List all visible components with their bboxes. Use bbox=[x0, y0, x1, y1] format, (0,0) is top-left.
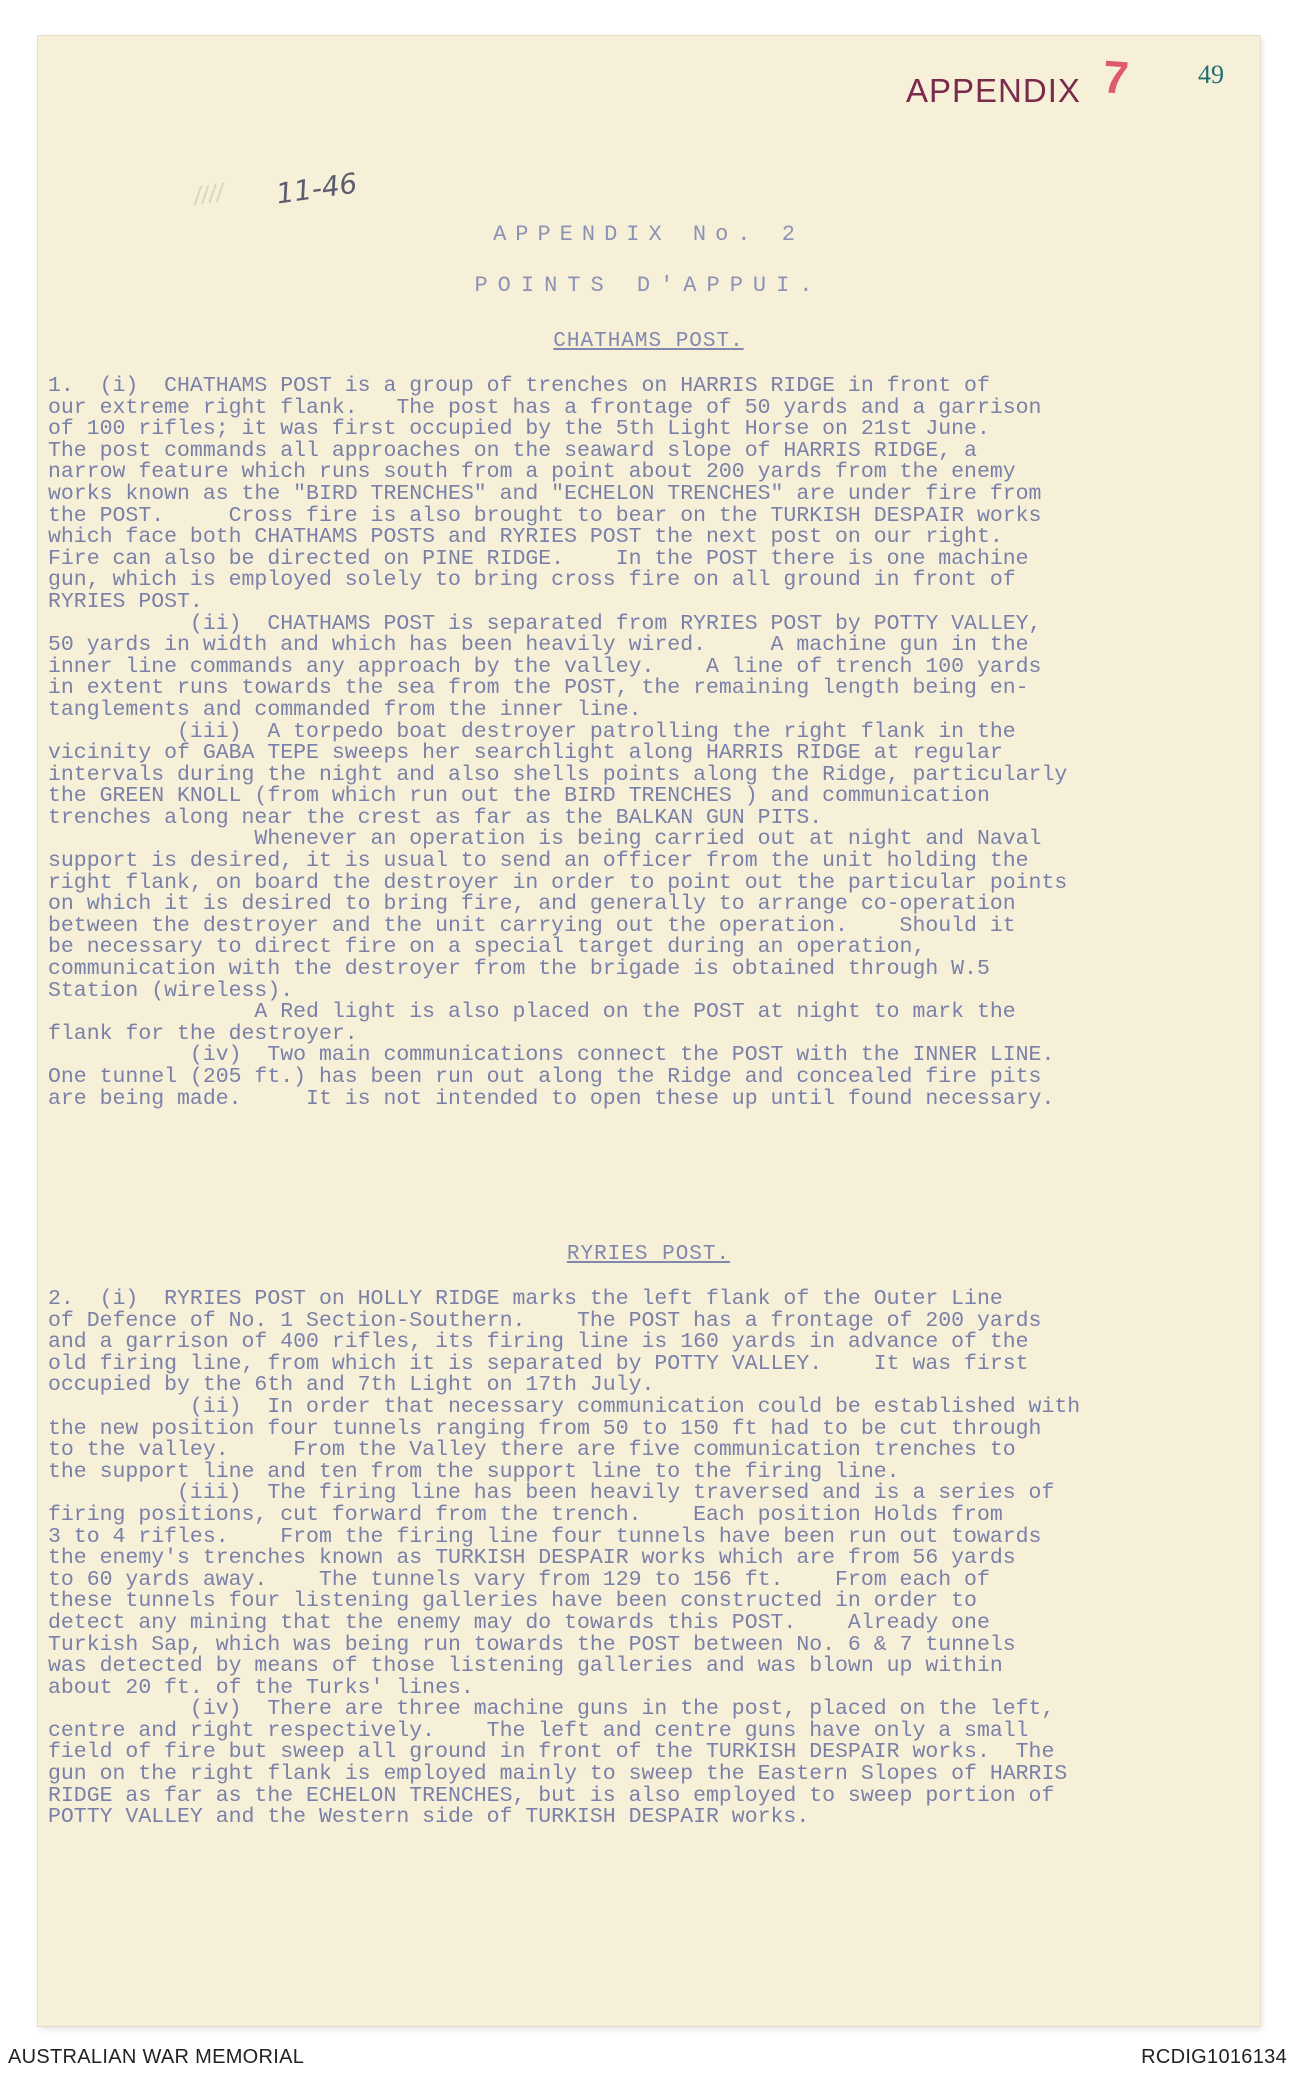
text-line: of 100 rifles; it was first occupied by the 5th Light Horse on 21st June. bbox=[48, 417, 990, 442]
folio-number: 49 bbox=[1198, 60, 1224, 89]
text-line: tanglements and commanded from the inner line. bbox=[48, 697, 642, 722]
text-line: RIDGE as far as the ECHELON TRENCHES, but is also employed to sweep portion of bbox=[48, 1783, 1055, 1808]
text-line: field of fire but sweep all ground in front of the TURKISH DESPAIR works. The bbox=[48, 1740, 1055, 1765]
text-line: (iii) A torpedo boat destroyer patrolling the right flank in the bbox=[48, 719, 1016, 744]
text-line: inner line commands any approach by the valley. A line of trench 100 yards bbox=[48, 654, 1042, 679]
text-line: trenches along near the crest as far as the BALKAN GUN PITS. bbox=[48, 805, 823, 830]
text-line: the support line and ten from the support line to the firing line. bbox=[48, 1459, 900, 1484]
text-line: was detected by means of those listening galleries and was blown up within bbox=[48, 1654, 1003, 1679]
text-line: old firing line, from which it is separated by POTTY VALLEY. It was first bbox=[48, 1351, 1029, 1376]
section1-text bbox=[48, 376, 1067, 1110]
text-line: Turkish Sap, which was being run towards the POST between No. 6 & 7 tunnels bbox=[48, 1632, 1016, 1657]
text-line: works known as the "BIRD TRENCHES" and "ECHELON TRENCHES" are under fire from bbox=[48, 481, 1042, 506]
text-line: between the destroyer and the unit carrying out the operation. Should it bbox=[48, 913, 1016, 938]
appendix-number: 7 bbox=[1101, 50, 1131, 104]
text-line: these tunnels four listening galleries have been constructed in order to bbox=[48, 1589, 977, 1614]
text-line: be necessary to direct fire on a special target during an operation, bbox=[48, 935, 926, 960]
text-line: our extreme right flank. The post has a frontage of 50 yards and a garrison bbox=[48, 395, 1042, 420]
text-line: gun, which is employed solely to bring cross fire on all ground in front of bbox=[48, 568, 1016, 593]
text-line: 50 yards in width and which has been heavily wired. A machine gun in the bbox=[48, 633, 1029, 658]
text-line: POTTY VALLEY and the Western side of TURKISH DESPAIR works. bbox=[48, 1805, 810, 1830]
text-line: (iv) Two main communications connect the POST with the INNER LINE. bbox=[48, 1043, 1055, 1068]
text-line: 3 to 4 rifles. From the firing line four tunnels have been run out towards bbox=[48, 1524, 1042, 1549]
text-line: narrow feature which runs south from a point about 200 yards from the enemy bbox=[48, 460, 1016, 485]
text-line: (iv) There are three machine guns in the post, placed on the left, bbox=[48, 1697, 1055, 1722]
text-line: detect any mining that the enemy may do towards this POST. Already one bbox=[48, 1610, 990, 1635]
text-line: which face both CHATHAMS POSTS and RYRIES POST the next post on our right. bbox=[48, 525, 1003, 550]
text-line: in extent runs towards the sea from the POST, the remaining length being en- bbox=[48, 676, 1029, 701]
text-line: (iii) The firing line has been heavily traversed and is a series of bbox=[48, 1481, 1055, 1506]
text-line: 1. (i) CHATHAMS POST is a group of trenches on HARRIS RIDGE in front of bbox=[48, 374, 990, 398]
text-line: Station (wireless). bbox=[48, 978, 294, 1003]
text-line: support is desired, it is usual to send an officer from the unit holding the bbox=[48, 849, 1029, 874]
text-line: intervals during the night and also shells points along the Ridge, particularly bbox=[48, 762, 1068, 787]
document-heading: APPENDIX No. 2 bbox=[493, 222, 804, 247]
text-line: firing positions, cut forward from the trench. Each position Holds from bbox=[48, 1502, 1003, 1527]
text-line: centre and right respectively. The left and centre guns have only a small bbox=[48, 1718, 1029, 1743]
text-line: and a garrison of 400 rifles, its firing line is 160 yards in advance of the bbox=[48, 1330, 1029, 1355]
text-line: Whenever an operation is being carried out at night and Naval bbox=[48, 827, 1042, 852]
text-line: are being made. It is not intended to open these up until found necessary. bbox=[48, 1086, 1055, 1111]
footer-identifier: RCDIG1016134 bbox=[1141, 2046, 1287, 2068]
text-line: the new position four tunnels ranging from 50 to 150 ft had to be cut through bbox=[48, 1416, 1042, 1441]
text-line: the POST. Cross fire is also brought to bear on the TURKISH DESPAIR works bbox=[48, 503, 1042, 528]
text-line: (ii) In order that necessary communication could be established with bbox=[48, 1394, 1081, 1419]
text-line: about 20 ft. of the Turks' lines. bbox=[48, 1675, 474, 1700]
text-line: One tunnel (205 ft.) has been run out along the Ridge and concealed fire pits bbox=[48, 1065, 1042, 1089]
text-line: A Red light is also placed on the POST at night to mark the bbox=[48, 1000, 1016, 1025]
text-line: vicinity of GABA TEPE sweeps her searchlight along HARRIS RIDGE at regular bbox=[48, 741, 1003, 766]
text-line: RYRIES POST. bbox=[48, 589, 203, 614]
text-line: occupied by the 6th and 7th Light on 17th July. bbox=[48, 1373, 655, 1398]
text-line: to 60 yards away. The tunnels vary from 129 to 156 ft. From each of bbox=[48, 1567, 990, 1592]
faint-pencil-mark: //// bbox=[192, 180, 226, 209]
text-line: communication with the destroyer from the brigade is obtained through W.5 bbox=[48, 957, 990, 982]
section2-text bbox=[48, 1289, 1080, 1829]
text-line: (ii) CHATHAMS POST is separated from RYRIES POST by POTTY VALLEY, bbox=[48, 611, 1042, 636]
reference-note: 11-46 bbox=[274, 166, 360, 211]
text-line: right flank, on board the destroyer in order to point out the particular points bbox=[48, 870, 1068, 895]
text-line: of Defence of No. 1 Section-Southern. The POST has a frontage of 200 yards bbox=[48, 1308, 1042, 1333]
text-line: The post commands all approaches on the seaward slope of HARRIS RIDGE, a bbox=[48, 438, 977, 463]
text-line: 2. (i) RYRIES POST on HOLLY RIDGE marks the left flank of the Outer Line bbox=[48, 1287, 1003, 1311]
appendix-stamp: APPENDIX bbox=[906, 72, 1081, 109]
section1-heading: CHATHAMS POST. bbox=[553, 330, 744, 353]
footer-institution: AUSTRALIAN WAR MEMORIAL bbox=[8, 2046, 305, 2068]
text-line: Fire can also be directed on PINE RIDGE. In the POST there is one machine bbox=[48, 546, 1029, 571]
text-line: to the valley. From the Valley there are five communication trenches to bbox=[48, 1438, 1016, 1463]
section2-heading: RYRIES POST. bbox=[566, 1243, 731, 1266]
text-line: flank for the destroyer. bbox=[48, 1021, 358, 1046]
text-line: the enemy's trenches known as TURKISH DESPAIR works which are from 56 yards bbox=[48, 1546, 1016, 1571]
text-line: on which it is desired to bring fire, and generally to arrange co-operation bbox=[48, 892, 1016, 917]
text-line: gun on the right flank is employed mainly to sweep the Eastern Slopes of HARRIS bbox=[48, 1762, 1068, 1787]
document-title: POINTS D'APPUI. bbox=[474, 273, 823, 298]
text-line: the GREEN KNOLL (from which run out the BIRD TRENCHES ) and communication bbox=[48, 784, 990, 809]
